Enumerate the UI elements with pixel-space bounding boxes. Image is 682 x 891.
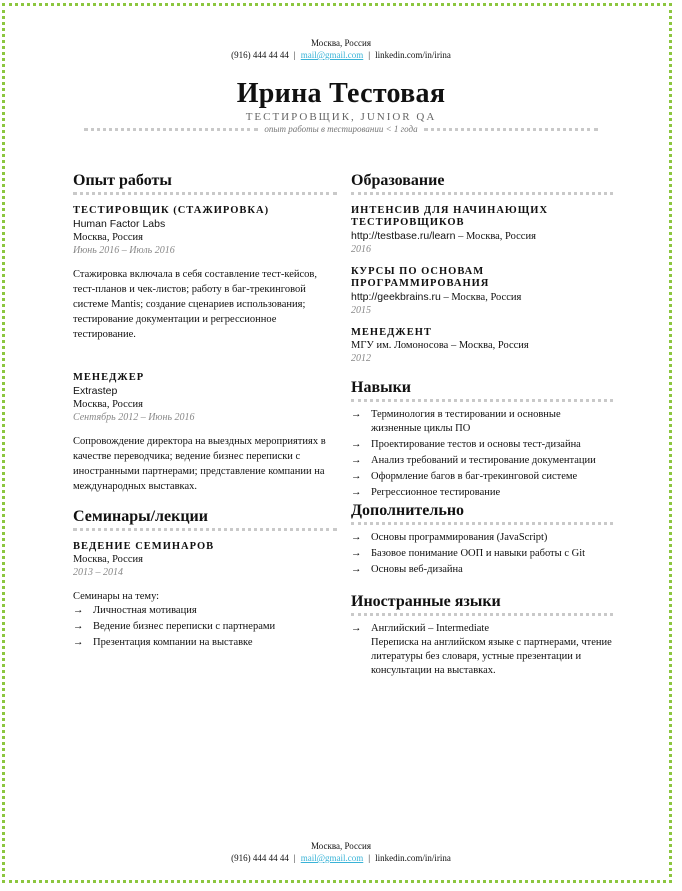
person-name: Ирина Тестовая [236, 78, 446, 109]
list-item: → Основы веб-дизайна [351, 564, 463, 575]
language-name: Английский – Intermediate [371, 623, 490, 634]
experience-summary-line [84, 124, 598, 134]
person-role: ТЕСТИРОВЩИК, JUNIOR QA [245, 111, 437, 123]
list-item: → Ведение бизнес переписки с партнерами [73, 621, 276, 632]
seminar-place: Москва, Россия [73, 554, 143, 565]
list-item: → Базовое понимание ООП и навыки работы с Git [351, 548, 586, 559]
seminars-heading: Семинары/лекции [73, 508, 337, 531]
languages-list [351, 622, 613, 678]
experience-heading: Опыт работы [73, 172, 337, 195]
list-item: → Основы программирования (JavaScript) [351, 532, 548, 543]
list-item: → Английский – Intermediate Переписка на английском языке с партнерами, чтение литературы без словаря, устные презентации и консультации на выставках. [351, 623, 612, 676]
skills-heading: Навыки [351, 379, 613, 402]
email-link[interactable]: mail@gmail.com [300, 853, 364, 863]
job-company: Extrastep [73, 385, 118, 397]
education-year: 2016 [351, 244, 371, 255]
education-year: 2015 [351, 305, 371, 316]
job-title: ТЕСТИРОВЩИК (СТАЖИРОВКА) [73, 205, 270, 216]
education-place: – Москва, Россия [450, 340, 529, 351]
additional-list [351, 531, 613, 577]
top-contact: Москва, Россия (916) 444 44 44 | mail@gmail.com | linkedin.com/in/irina [0, 37, 682, 61]
education-place: – Москва, Россия [443, 292, 522, 303]
job-description: Сопровождение директора на выездных мероприятиях в качестве переводчика; ведение бизнес переписки с иностранными партнерами; представление компании на международных выставках. [73, 436, 326, 492]
education-year: 2012 [351, 353, 371, 364]
language-detail: Переписка на английском языке с партнерами, чтение литературы без словаря, устные презентации и консультации на выставках. [371, 637, 612, 676]
list-item: → Презентация компании на выставке [73, 637, 253, 648]
contact-city: Москва, Россия [311, 841, 371, 851]
list-item: → Регрессионное тестирование [351, 487, 501, 498]
job-place: Москва, Россия [73, 399, 143, 410]
linkedin-link[interactable]: linkedin.com/in/irina [375, 853, 451, 863]
list-item: → Анализ требований и тестирование документации [351, 455, 596, 466]
seminar-intro: Семинары на тему: [73, 591, 160, 602]
job-entry [73, 372, 337, 494]
skills-list [351, 408, 613, 500]
education-site: МГУ им. Ломоносова [351, 340, 449, 351]
education-title: КУРСЫ ПО ОСНОВАМ ПРОГРАММИРОВАНИЯ [351, 266, 490, 289]
job-title: МЕНЕДЖЕР [73, 372, 145, 383]
education-title: ИНТЕНСИВ ДЛЯ НАЧИНАЮЩИХ ТЕСТИРОВЩИКОВ [351, 205, 549, 228]
education-place: – Москва, Россия [458, 231, 536, 242]
email-link[interactable]: mail@gmail.com [300, 50, 364, 60]
bottom-contact: Москва, Россия (916) 444 44 44 | mail@gmail.com | linkedin.com/in/irina [0, 840, 682, 864]
experience-summary: опыт работы в тестировании < 1 года [264, 124, 418, 134]
list-item: → Оформление багов в баг-трекинговой системе [351, 471, 578, 482]
right-column [351, 172, 613, 680]
list-item: → Терминология в тестировании и основные жизненные циклы ПО [351, 409, 561, 434]
left-column [73, 172, 337, 652]
job-dates: Сентябрь 2012 – Июнь 2016 [73, 412, 195, 423]
education-heading: Образование [351, 172, 613, 195]
seminar-title: ВЕДЕНИЕ СЕМИНАРОВ [73, 541, 215, 552]
education-entry [351, 205, 613, 256]
job-entry [73, 205, 337, 342]
seminar-dates: 2013 – 2014 [73, 567, 123, 578]
contact-phone: (916) 444 44 44 [231, 50, 289, 60]
seminar-list [73, 604, 337, 650]
additional-heading: Дополнительно [351, 502, 613, 525]
contact-phone: (916) 444 44 44 [231, 853, 289, 863]
education-site: http://geekbrains.ru [351, 291, 441, 303]
linkedin-link[interactable]: linkedin.com/in/irina [375, 50, 451, 60]
job-dates: Июнь 2016 – Июль 2016 [73, 245, 175, 256]
list-item: → Личностная мотивация [73, 605, 197, 616]
list-item: → Проектирование тестов и основы тест-дизайна [351, 439, 581, 450]
job-company: Human Factor Labs [73, 218, 166, 230]
education-entry [351, 327, 613, 365]
education-site: http://testbase.ru/learn [351, 230, 456, 242]
education-title: МЕНЕДЖЕНТ [351, 327, 432, 338]
education-entry [351, 266, 613, 317]
job-description: Стажировка включала в себя составление тест-кейсов, тест-планов и чек-листов; работу в баг-трекинговой системе Mantis; создание сценариев использования; тестирование документации и регрессионное тестирование. [73, 269, 317, 340]
languages-heading: Иностранные языки [351, 593, 613, 616]
contact-city: Москва, Россия [311, 38, 371, 48]
job-place: Москва, Россия [73, 232, 143, 243]
